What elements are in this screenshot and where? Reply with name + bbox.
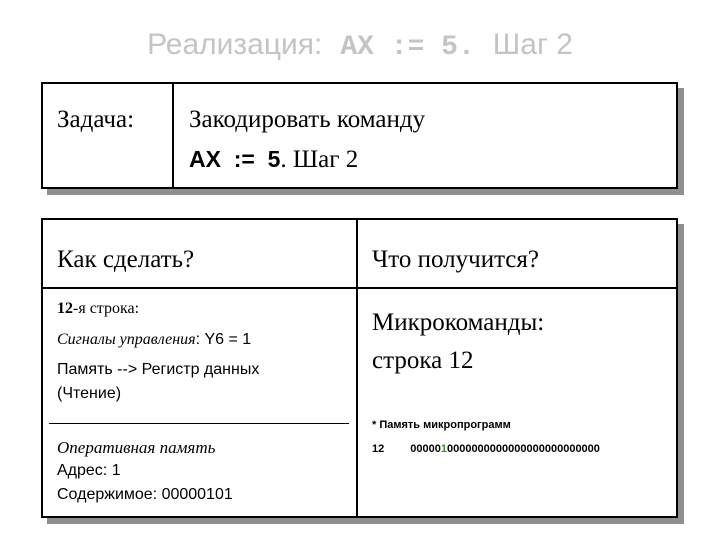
- memory-line2: (Чтение): [57, 385, 122, 402]
- header-result: Что получится?: [372, 246, 539, 273]
- title-prefix: Реализация:: [147, 28, 323, 61]
- signals-label: Сигналы управления: [57, 331, 196, 348]
- micro-bits-after: 0000000000000000000000000: [446, 443, 600, 455]
- header-how: Как сделать?: [57, 246, 195, 273]
- row-number: 12: [57, 300, 73, 317]
- signals-value: : Y6 = 1: [195, 331, 252, 348]
- title-code: AX := 5.: [340, 32, 475, 63]
- solution-table: [41, 218, 678, 518]
- task-line1: Закодировать команду: [189, 106, 426, 133]
- ram-label: Оперативная память: [57, 438, 216, 457]
- task-line2-suffix: . Шаг 2: [280, 146, 359, 173]
- slide-title: [0, 28, 720, 63]
- task-line2: [189, 146, 358, 174]
- signals-line: [57, 331, 251, 349]
- column-divider: [356, 220, 358, 516]
- header-divider: [43, 287, 676, 289]
- ram-address: Адрес: 1: [57, 462, 121, 479]
- micro-row-number: 12: [372, 443, 385, 455]
- task-label: Задача:: [57, 106, 135, 133]
- title-suffix: Шаг 2: [492, 28, 573, 61]
- row-suffix: -я строка:: [73, 300, 140, 317]
- task-box: [41, 82, 678, 189]
- task-code: AX := 5: [189, 146, 281, 172]
- micro-memory-title: * Память микропрограмм: [372, 419, 511, 431]
- memory-line1: Память --> Регистр данных: [57, 361, 260, 378]
- micro-bit-highlight: 1: [440, 443, 447, 455]
- micro-line1: Микрокоманды:: [372, 309, 545, 336]
- task-divider: [172, 84, 174, 187]
- ram-content: Содержимое: 00000101: [57, 486, 233, 503]
- micro-row: [372, 443, 600, 455]
- row-label: [57, 300, 139, 318]
- micro-bits-before: 00000: [410, 443, 441, 455]
- left-separator: [49, 423, 349, 424]
- micro-line2: строка 12: [372, 347, 474, 374]
